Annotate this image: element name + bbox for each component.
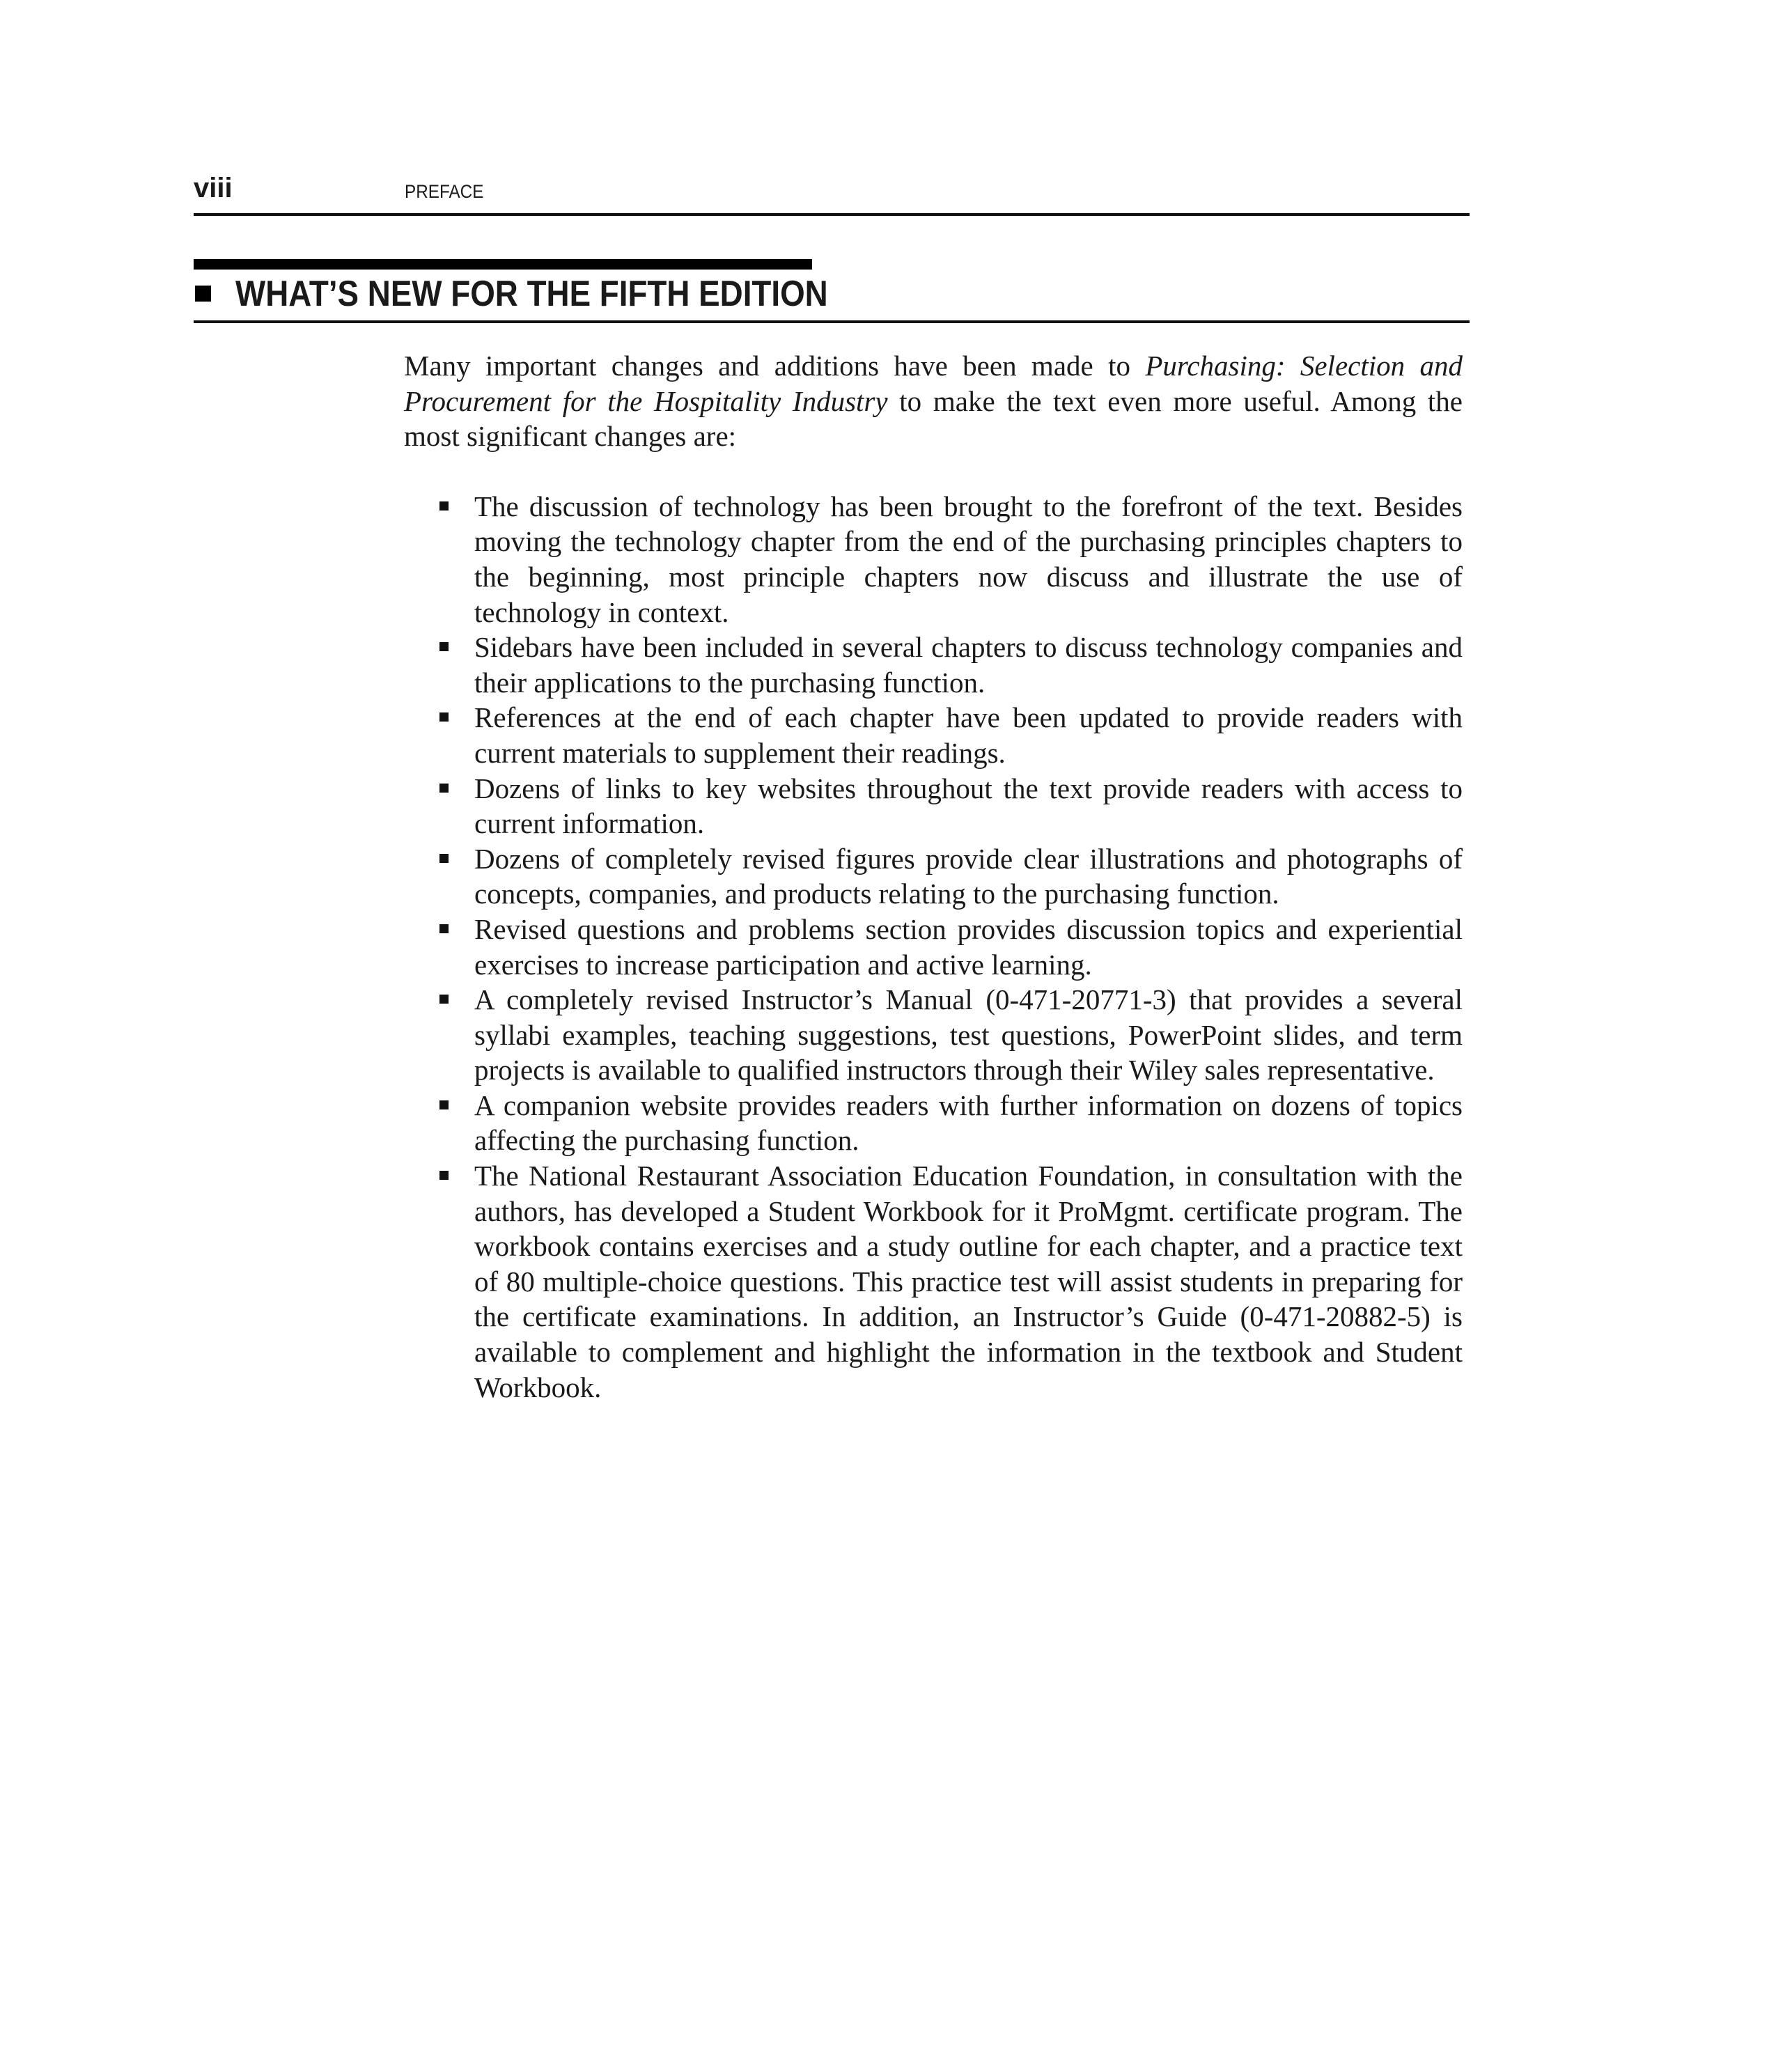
list-item-text: References at the end of each chapter have been updated to provide readers with current materials to supplement their readings. — [474, 701, 1463, 769]
square-bullet-icon — [439, 784, 449, 793]
list-item — [404, 912, 1463, 982]
list-item — [404, 1158, 1463, 1405]
list-item — [404, 982, 1463, 1088]
list-item-text: Sidebars have been included in several chapters to discuss technology companies and their applications to the purchasing function. — [474, 631, 1463, 699]
square-bullet-icon — [195, 286, 211, 302]
section-heading-text: WHAT’S NEW FOR THE FIFTH EDITION — [235, 274, 828, 314]
list-item-text: Dozens of links to key websites throughout the text provide readers with access to current information. — [474, 772, 1463, 840]
square-bullet-icon — [439, 1100, 449, 1109]
square-bullet-icon — [439, 854, 449, 863]
square-bullet-icon — [439, 995, 449, 1004]
book-title: Purchasing: Selection and Procurement for the Hospitality Industry — [404, 350, 1463, 417]
list-item-text: The discussion of technology has been brought to the forefront of the text. Besides moving the technology chapter from the end of the purchasing principles chapters to the beginning, most principle chapters now discuss and illustrate the use of technology in context. — [474, 490, 1463, 628]
intro-paragraph — [404, 348, 1463, 454]
body-content — [404, 348, 1463, 1405]
square-bullet-icon — [439, 1171, 449, 1180]
page-header — [194, 174, 1470, 216]
intro-text-before: Many important changes and additions have been made to — [404, 350, 1146, 382]
list-item — [404, 771, 1463, 841]
list-item — [404, 630, 1463, 700]
list-item — [404, 700, 1463, 770]
section-heading — [194, 270, 1470, 323]
intro-text-after: to make the text even more useful. Among the most significant changes are: — [404, 384, 1463, 453]
list-item-text: A completely revised Instructor’s Manual (0-471-20771-3) that provides a several syllabi examples, teaching suggestions, test questions, PowerPoint slides, and term projects is available to qualified instructors through their Wiley sales representative. — [474, 983, 1463, 1086]
page-number: viii — [194, 173, 233, 203]
list-item — [404, 841, 1463, 912]
running-head: PREFACE — [405, 181, 484, 202]
section-rule — [194, 259, 812, 270]
list-item — [404, 489, 1463, 630]
list-item-text: Dozens of completely revised figures provide clear illustrations and photographs of concepts, companies, and products relating to the purchasing function. — [474, 842, 1463, 910]
changes-list — [404, 489, 1463, 1405]
square-bullet-icon — [439, 924, 449, 933]
square-bullet-icon — [439, 642, 449, 651]
list-item — [404, 1088, 1463, 1158]
square-bullet-icon — [439, 712, 449, 722]
list-item-text: The National Restaurant Association Education Foundation, in consultation with the authors, has developed a Student Workbook for it ProMgmt. certificate program. The workbook contains exercises and a study outline for each chapter, and a practice text of 80 multiple-choice questions. This practice test will assist students in preparing for the certificate examinations. In addition, an Instructor’s Guide (0-471-20882-5) is available to complement and highlight the information in the textbook and Student Workbook. — [474, 1160, 1463, 1403]
square-bullet-icon — [439, 501, 449, 511]
list-item-text: A companion website provides readers with further information on dozens of topics affecting the purchasing function. — [474, 1089, 1463, 1157]
list-item-text: Revised questions and problems section provides discussion topics and experiential exercises to increase participation and active learning. — [474, 912, 1463, 981]
